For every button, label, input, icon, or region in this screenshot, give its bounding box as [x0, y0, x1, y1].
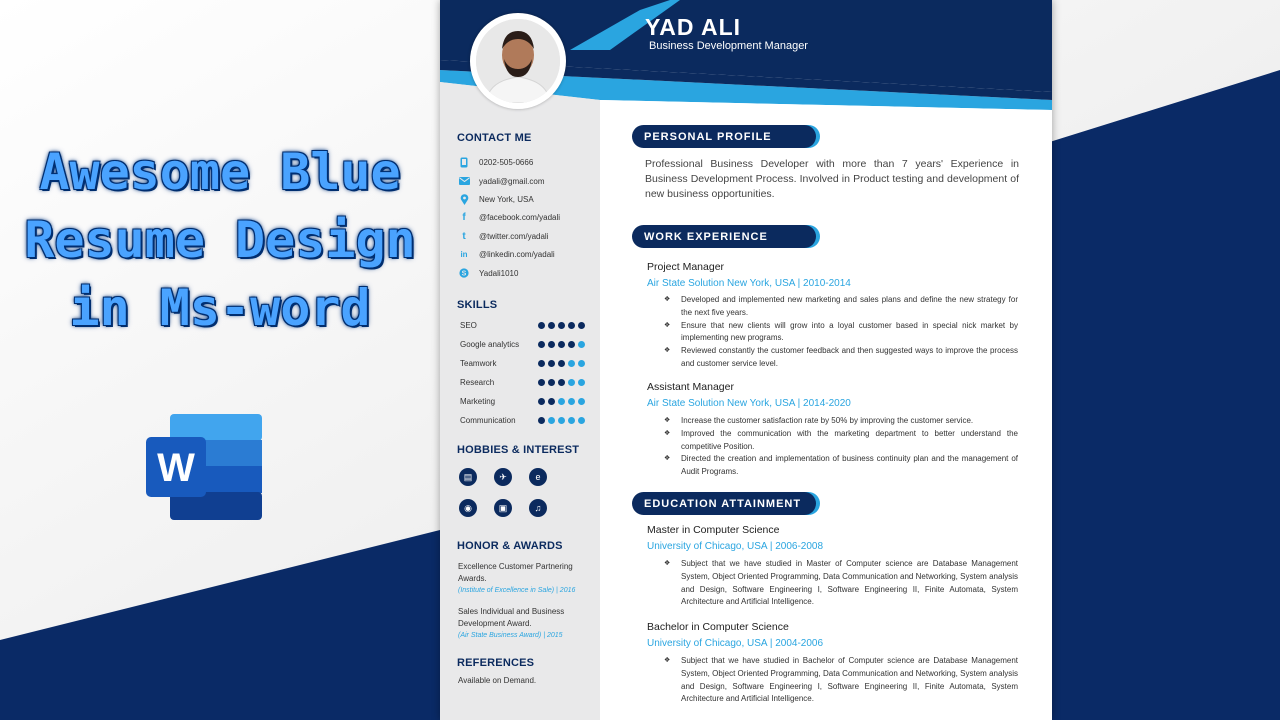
- award-source: (Air State Business Award) | 2015: [458, 632, 563, 639]
- skill-dot: [558, 417, 565, 424]
- promo-line-2: Resume Design: [24, 211, 416, 269]
- skill-row: [460, 395, 585, 407]
- skill-dots: [538, 341, 585, 348]
- skill-dot: [548, 379, 555, 386]
- skill-dot: [538, 417, 545, 424]
- education-school: University of Chicago, USA | 2006-2008: [647, 541, 824, 552]
- skill-dots: [538, 398, 585, 405]
- contact-location: [457, 192, 534, 206]
- work-heading: WORK EXPERIENCE: [632, 225, 816, 248]
- skill-dot: [578, 398, 585, 405]
- skill-dots: [538, 379, 585, 386]
- job-title: Assistant Manager: [647, 381, 734, 393]
- phone-icon: [457, 155, 471, 169]
- skill-dot: [548, 341, 555, 348]
- skill-dot: [578, 360, 585, 367]
- skill-dot: [578, 322, 585, 329]
- skill-name: Teamwork: [460, 358, 497, 368]
- skills-heading: SKILLS: [457, 299, 498, 311]
- education-school: University of Chicago, USA | 2004-2006: [647, 638, 824, 649]
- contact-text: @facebook.com/yadali: [479, 212, 561, 222]
- references-heading: REFERENCES: [457, 657, 535, 669]
- skill-dot: [538, 360, 545, 367]
- awards-heading: HONOR & AWARDS: [457, 540, 563, 552]
- skill-row: [460, 338, 585, 350]
- bullet-item: ❖ Directed the creation and implementation of business continuity plan and the management of Audit Programs.: [664, 453, 1018, 479]
- word-logo-letter: W: [157, 446, 195, 490]
- avatar: [476, 19, 560, 103]
- skill-dot: [558, 398, 565, 405]
- skill-dot: [568, 341, 575, 348]
- skill-name: Google analytics: [460, 339, 520, 349]
- skill-dot: [548, 360, 555, 367]
- music-icon: ♫: [529, 499, 547, 517]
- contact-text: @linkedin.com/yadali: [479, 249, 555, 259]
- skill-dot: [568, 322, 575, 329]
- profile-text: Professional Business Developer with more than 7 years' Experience in Business Development Process. Involved in Product testing and development of new business opportunities.: [645, 158, 1019, 200]
- education-bullets: [664, 558, 1018, 609]
- contact-facebook: [457, 210, 560, 224]
- skill-dot: [548, 322, 555, 329]
- book-icon: ▤: [459, 468, 477, 486]
- contact-skype: [457, 266, 518, 280]
- resume-page: [440, 0, 1052, 720]
- award-title: Sales Individual and Business Development Award.: [458, 607, 565, 628]
- skill-name: Research: [460, 377, 495, 387]
- skill-name: Communication: [460, 415, 516, 425]
- skill-dot: [548, 417, 555, 424]
- bullet-item: ❖ Reviewed constantly the customer feedback and then suggested ways to improve the process and customer service level.: [664, 345, 1018, 371]
- skill-dot: [568, 398, 575, 405]
- globe-icon: e: [529, 468, 547, 486]
- job-bullets: [664, 294, 1018, 371]
- promo-line-3: in Ms-word: [69, 279, 371, 337]
- profile-heading: PERSONAL PROFILE: [632, 125, 816, 148]
- job-company: Air State Solution New York, USA | 2014-2020: [647, 398, 851, 409]
- promo-line-1: Awesome Blue: [39, 143, 401, 201]
- skill-row: [460, 376, 585, 388]
- skill-row: [460, 319, 585, 331]
- bullet-item: ❖ Subject that we have studied in Master of Computer science are Database Management System, Object Oriented Programming, Data Communication and Networking, System analysis and Design, Software Engineering I, Software Engineering II, Finite Automata, System Architecture and Artificial Intelligence.: [664, 558, 1018, 609]
- contact-phone: [457, 155, 533, 169]
- contact-text: Yadali1010: [479, 268, 519, 278]
- email-icon: [457, 174, 471, 188]
- award-source: (Institute of Excellence in Sale) | 2016: [458, 587, 576, 594]
- skill-name: SEO: [460, 320, 477, 330]
- education-heading: EDUCATION ATTAINMENT: [632, 492, 816, 515]
- resume-role: Business Development Manager: [649, 40, 808, 52]
- skill-dot: [578, 379, 585, 386]
- bullet-item: ❖ Developed and implemented new marketing and sales plans and define the new strategy for the next five years.: [664, 294, 1018, 320]
- skill-name: Marketing: [460, 396, 496, 406]
- contact-heading: CONTACT ME: [457, 132, 532, 144]
- education-title: Bachelor in Computer Science: [647, 621, 789, 633]
- contact-twitter: [457, 229, 548, 243]
- skill-dot: [558, 322, 565, 329]
- education-title: Master in Computer Science: [647, 524, 780, 536]
- contact-email: [457, 174, 544, 188]
- award-title: Excellence Customer Partnering Awards.: [458, 562, 573, 583]
- linkedin-icon: in: [460, 249, 468, 259]
- contact-text: 0202-505-0666: [479, 157, 534, 167]
- bullet-item: ❖ Increase the customer satisfaction rate by 50% by improving the customer service.: [664, 415, 1018, 428]
- resume-name: YAD ALI: [645, 14, 742, 40]
- skill-dots: [538, 322, 585, 329]
- word-logo-icon: [146, 414, 262, 520]
- skill-dot: [538, 379, 545, 386]
- skill-dot: [558, 379, 565, 386]
- bullet-item: ❖ Improved the communication with the marketing department to better understand the competitive Position.: [664, 428, 1018, 454]
- references-text: Available on Demand.: [458, 676, 537, 685]
- skill-dot: [578, 341, 585, 348]
- skill-dot: [568, 360, 575, 367]
- skill-dot: [558, 360, 565, 367]
- twitter-icon: t: [462, 230, 466, 242]
- contact-text: New York, USA: [479, 194, 534, 204]
- skill-dot: [578, 417, 585, 424]
- facebook-icon: f: [462, 211, 466, 223]
- contact-linkedin: [457, 247, 555, 261]
- camera-icon: ◉: [459, 499, 477, 517]
- education-bullets: [664, 655, 1018, 706]
- contact-text: yadali@gmail.com: [479, 176, 545, 186]
- location-icon: [457, 192, 471, 206]
- skill-dot: [548, 398, 555, 405]
- job-bullets: [664, 415, 1018, 479]
- skill-row: [460, 357, 585, 369]
- bullet-item: ❖ Subject that we have studied in Bachelor of Computer science are Database Management System, Object Oriented Programming, Data Communication and Networking, System analysis and Design, Software Engineering I, Software Engineering II, Finite Automata, System Architecture and Artificial Intelligence.: [664, 655, 1018, 706]
- svg-text:S: S: [461, 270, 467, 278]
- promo-title: [20, 138, 420, 342]
- skill-row: [460, 414, 585, 426]
- bullet-item: ❖ Ensure that new clients will grow into a loyal customer based in special nick market by implementing new programs.: [664, 320, 1018, 346]
- profile-photo: [470, 13, 566, 109]
- contact-text: @twitter.com/yadali: [479, 231, 549, 241]
- skill-dot: [538, 322, 545, 329]
- airplane-icon: ✈: [494, 468, 512, 486]
- hobbies-heading: HOBBIES & INTEREST: [457, 444, 580, 456]
- skill-dot: [568, 417, 575, 424]
- skill-dot: [568, 379, 575, 386]
- skill-dots: [538, 417, 585, 424]
- skill-dot: [538, 341, 545, 348]
- job-company: Air State Solution New York, USA | 2010-2014: [647, 278, 851, 289]
- job-title: Project Manager: [647, 261, 725, 273]
- skill-dots: [538, 360, 585, 367]
- skype-icon: [457, 266, 471, 280]
- skill-dot: [558, 341, 565, 348]
- skill-dot: [538, 398, 545, 405]
- film-icon: ▣: [494, 499, 512, 517]
